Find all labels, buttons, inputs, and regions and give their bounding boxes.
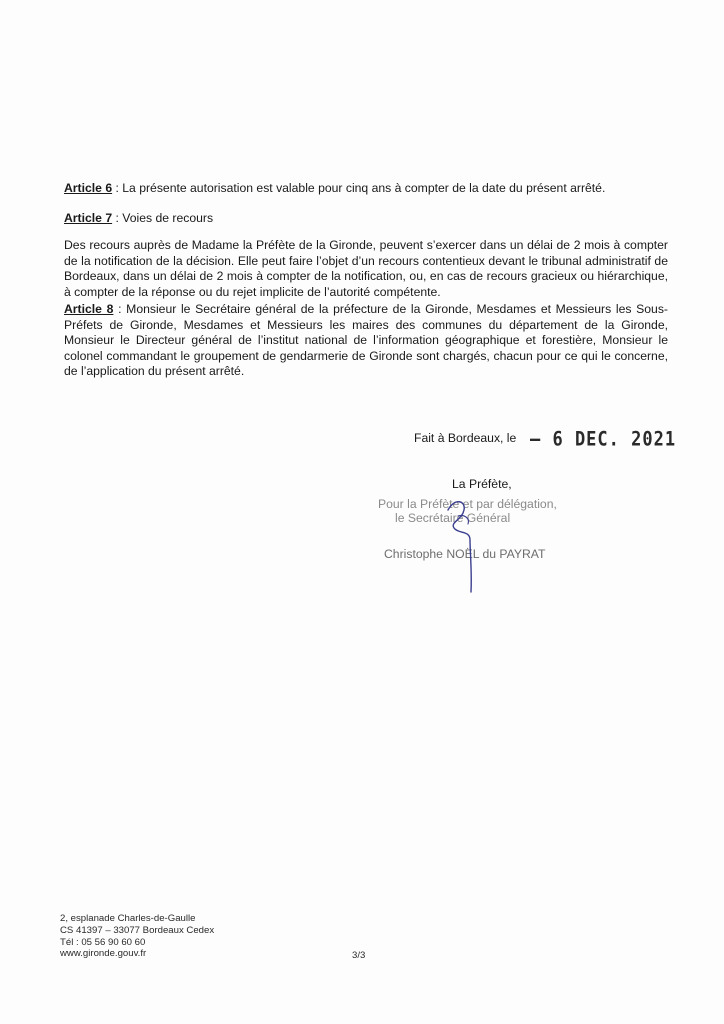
prefete-title: La Préfète, — [452, 477, 512, 491]
article-7-label: Article 7 — [64, 211, 113, 225]
article-6-paragraph — [64, 181, 668, 197]
footer-website: www.gironde.gouv.fr — [60, 948, 147, 960]
article-6-text: : La présente autorisation est valable pour cinq ans à compter de la date du présent arrêté. — [112, 181, 606, 195]
footer-address-line2: CS 41397 – 33077 Bordeaux Cedex — [60, 924, 215, 936]
date-stamp: – 6 DEC. 2021 — [530, 428, 677, 451]
article-8-label: Article 8 — [64, 302, 114, 316]
page-number: 3/3 — [352, 950, 366, 961]
recours-paragraph: Des recours auprès de Madame la Préfète de la Gironde, peuvent s’exercer dans un délai de 2 mois à compter de la notification de la décision. Elle peut faire l’objet d’un recours contentieux devant le tribunal administratif de Bordeaux, dans un délai de 2 mois à compter de la notification, ou, en cas de recours gracieux ou hiérarchique, à compter de la réponse ou du rejet implicite de l’autorité compétente. — [64, 238, 668, 299]
article-8-text: : Monsieur le Secrétaire général de la préfecture de la Gironde, Mesdames et Messieurs les Sous-Préfets de Gironde, Mesdames et Messieurs les maires des communes du département de la Gironde, Monsieur le Directeur général de l’institut national de l’information géographique et forestière, Monsieur le colonel commandant le groupement de gendarmerie de Gironde sont chargés, chacun pour ce qui le concerne, de l’application du présent arrêté. — [64, 302, 668, 379]
fait-a-bordeaux: Fait à Bordeaux, le — [414, 431, 517, 445]
article-8-paragraph — [64, 302, 668, 380]
signatory-name: Christophe NOËL du PAYRAT — [384, 547, 546, 561]
footer-address — [60, 913, 214, 960]
role-line: le Secrétaire Général — [395, 511, 511, 525]
article-6-label: Article 6 — [64, 181, 113, 195]
footer-address-line1: 2, esplanade Charles-de-Gaulle — [60, 913, 196, 924]
article-7-text: : Voies de recours — [112, 211, 214, 225]
footer-phone: Tél : 05 56 90 60 60 — [60, 936, 146, 948]
delegation-line: Pour la Préfète et par délégation, — [378, 497, 557, 511]
handwritten-signature — [440, 496, 490, 596]
article-7-paragraph — [64, 211, 668, 227]
